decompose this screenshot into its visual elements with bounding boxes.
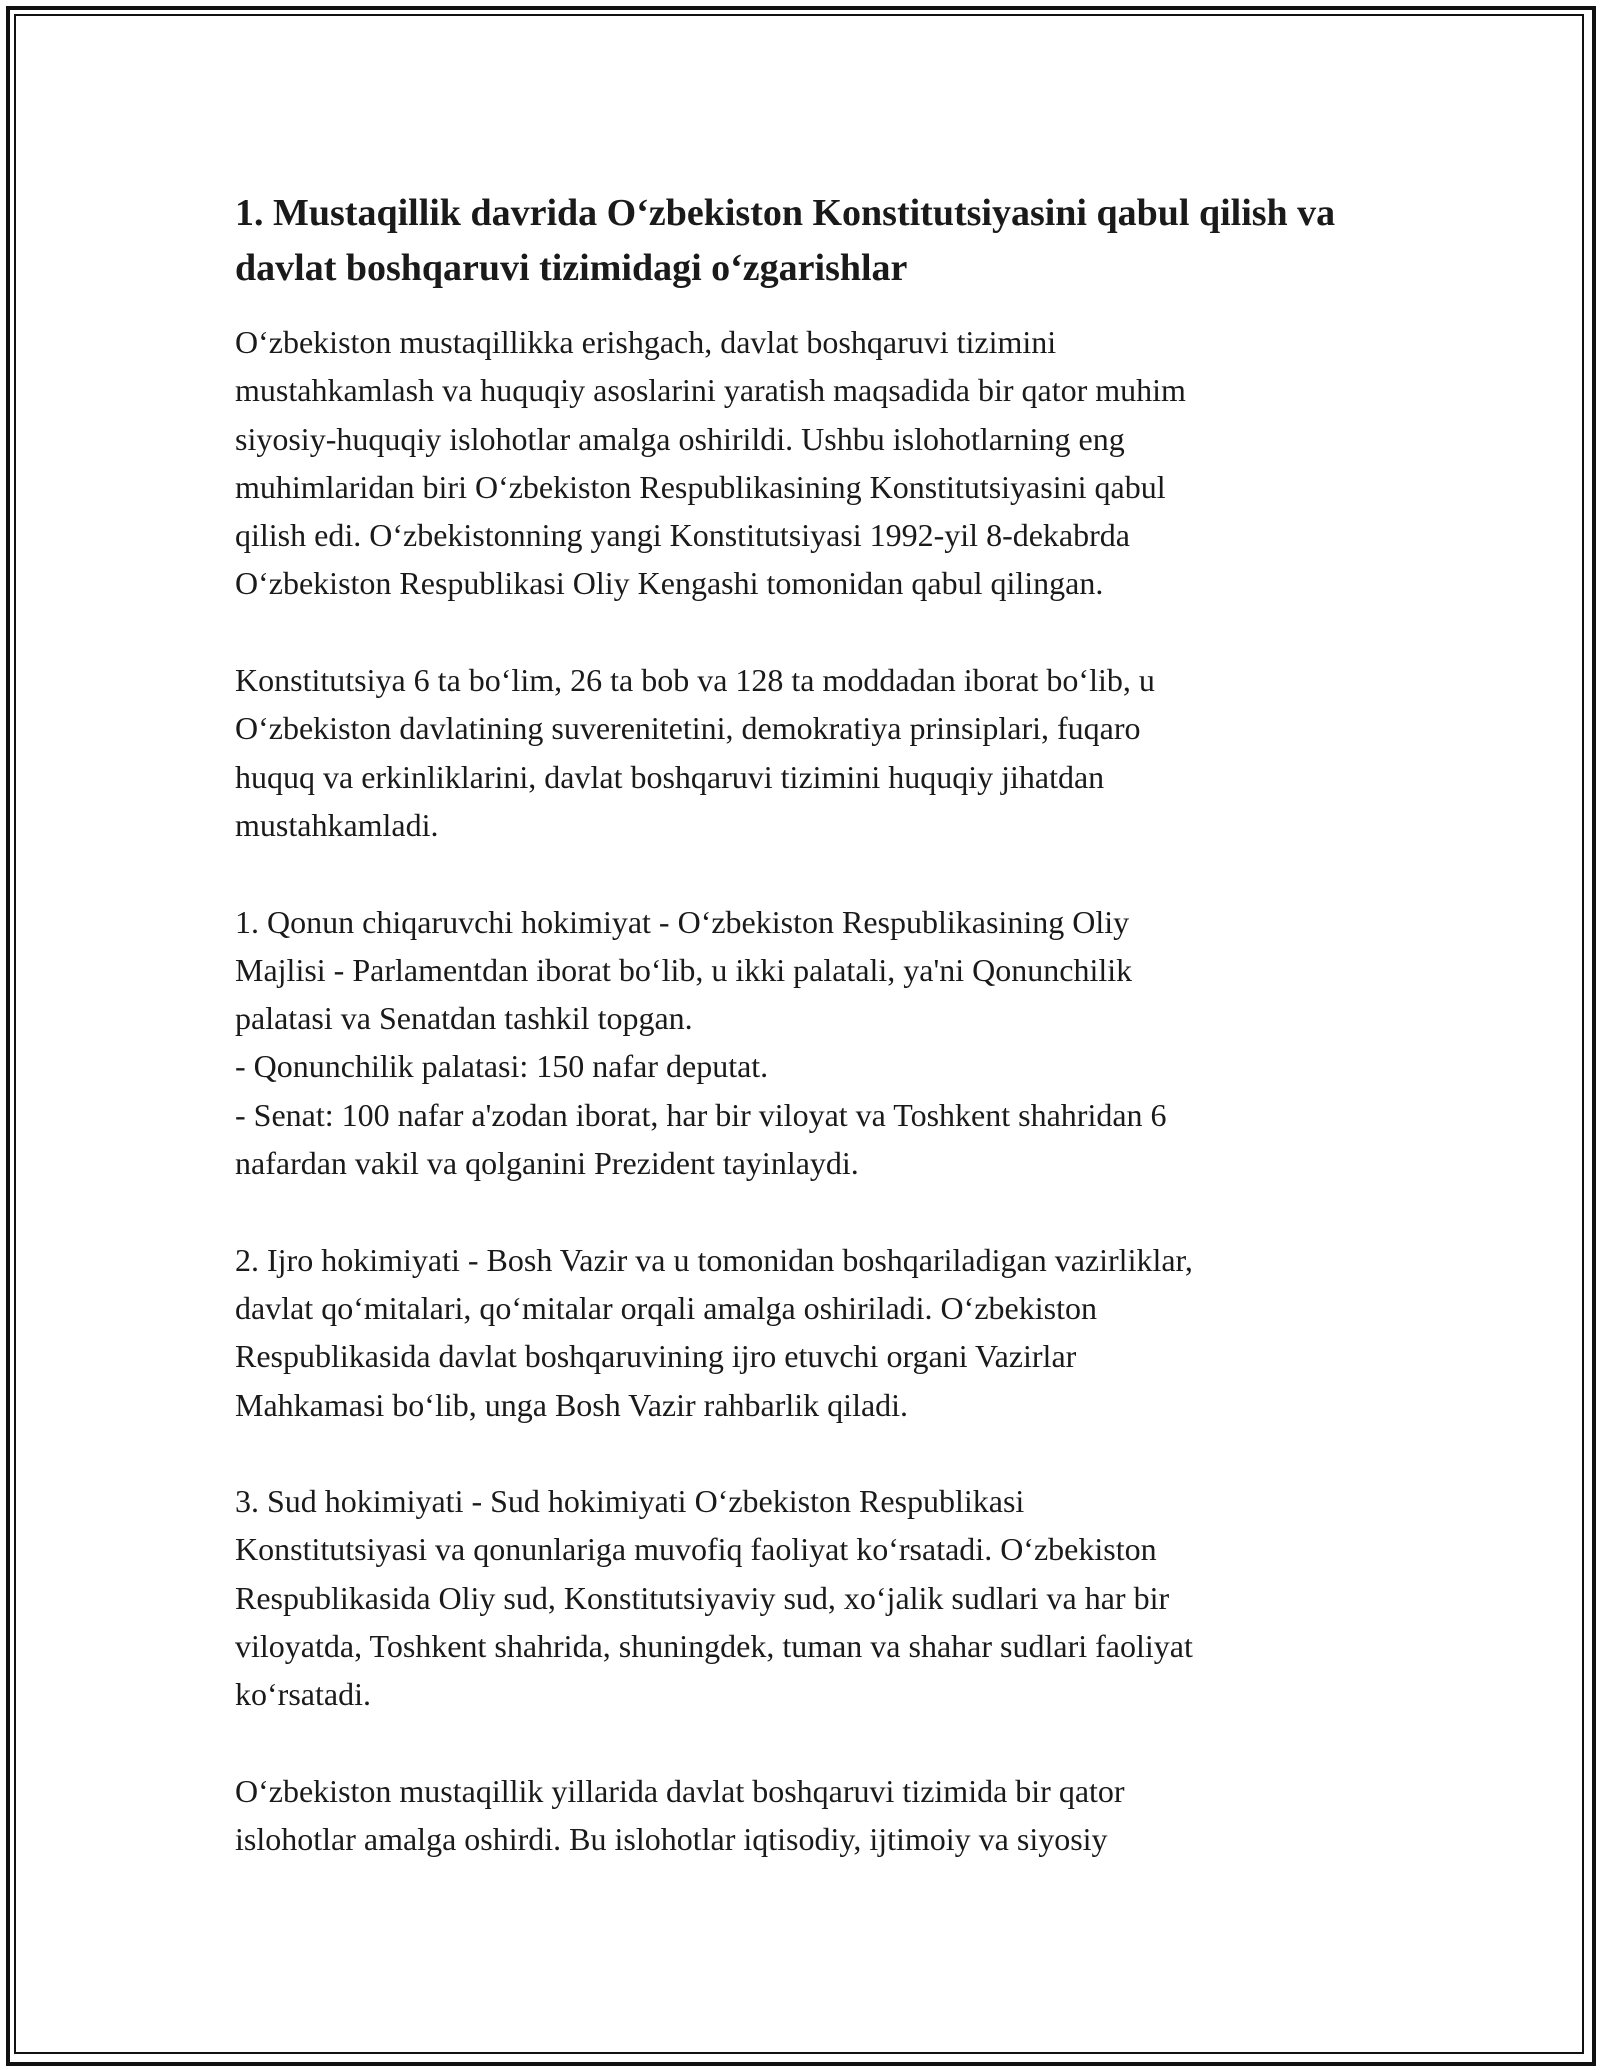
paragraph-legislative-branch: 1. Qonun chiqaruvchi hokimiyat - O‘zbekiston Respublikasining Oliy Majlisi - Parlamentdan iborat bo‘lib, u ikki palatali, ya'ni Qonunchilik palatasi va Senatdan tashkil topgan. - Qonunchilik palatasi: 150 nafar deputat. - Senat: 100 nafar a'zodan iborat, har bir viloyat va Toshkent shahridan 6 nafardan vakil va qolganini Prezident tayinlaydi.	[235, 903, 1167, 1182]
paragraph-constitution-structure: Konstitutsiya 6 ta bo‘lim, 26 ta bob va 128 ta moddadan iborat bo‘lib, u O‘zbekiston davlatining suverenitetini, demokratiya prinsiplari, fuqaro huquq va erkinliklarini, davlat boshqaruvi tizimini huquqiy jihatdan mustahkamladi.	[235, 662, 1155, 843]
paragraph-executive-branch: 2. Ijro hokimiyati - Bosh Vazir va u tomonidan boshqariladigan vazirliklar, davlat qo‘mitalari, qo‘mitalar orqali amalga oshiriladi. O‘zbekiston Respublikasida davlat boshqaruvining ijro etuvchi organi Vazirlar Mahkamasi bo‘lib, unga Bosh Vazir rahbarlik qiladi.	[235, 1241, 1193, 1423]
paragraph-intro: O‘zbekiston mustaqillikka erishgach, davlat boshqaruvi tizimini mustahkamlash va huquqiy asoslarini yaratish maqsadida bir qator muhim siyosiy-huquqiy islohotlar amalga oshirildi. Ushbu islohotlarning eng muhimlaridan biri O‘zbekiston Respublikasining Konstitutsiyasini qabul qilish edi. O‘zbekistonning yangi Konstitutsiyasi 1992-yil 8-dekabrda O‘zbekiston Respublikasi Oliy Kengashi tomonidan qabul qilingan.	[235, 324, 1186, 602]
paragraph-judicial-branch: 3. Sud hokimiyati - Sud hokimiyati O‘zbekiston Respublikasi Konstitutsiyasi va qonunlariga muvofiq faoliyat ko‘rsatadi. O‘zbekiston Respublikasida Oliy sud, Konstitutsiyaviy sud, xo‘jalik sudlari va har bir viloyatda, Toshkent shahrida, shuningdek, tuman va shahar sudlari faoliyat ko‘rsatadi.	[235, 1483, 1193, 1713]
paragraph-reforms: O‘zbekiston mustaqillik yillarida davlat boshqaruvi tizimida bir qator islohotlar amalga oshirdi. Bu islohotlar iqtisodiy, ijtimoiy va siyosiy	[235, 1772, 1125, 1858]
document-body	[235, 186, 1365, 1864]
document-title: 1. Mustaqillik davrida O‘zbekiston Konstitutsiyasini qabul qilish va davlat boshqaruvi tizimidagi o‘zgarishlar	[235, 192, 1336, 289]
